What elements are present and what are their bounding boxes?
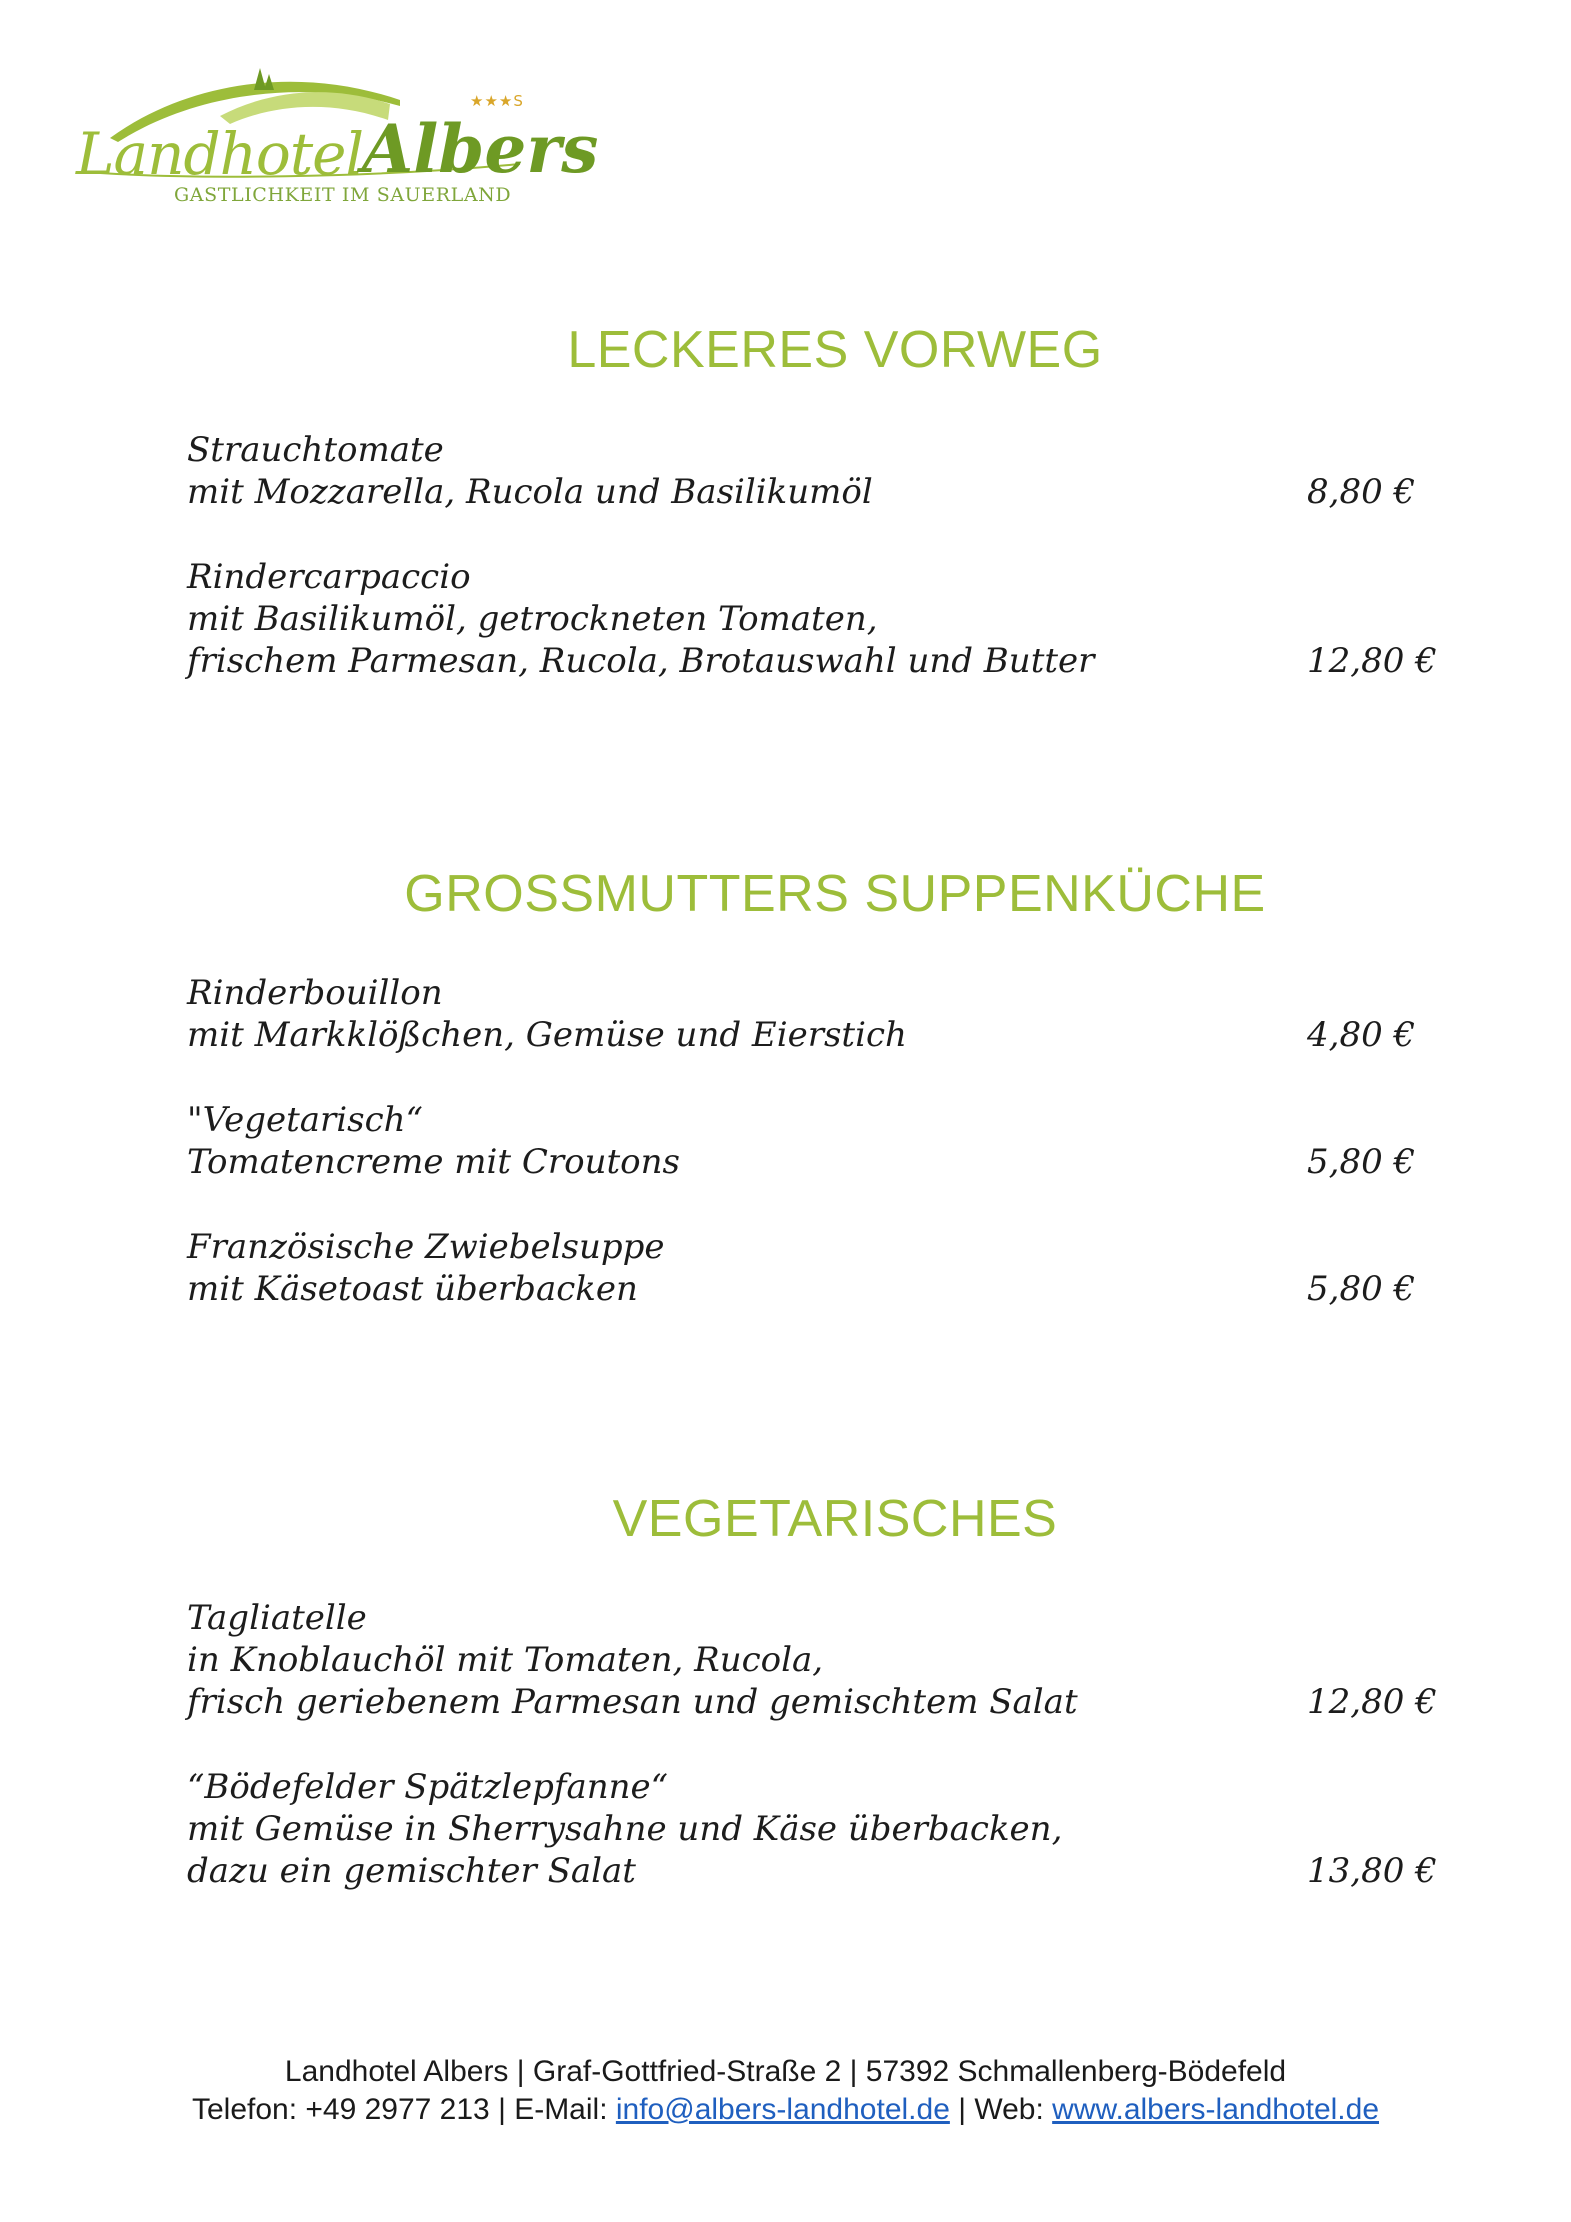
dish-price: 13,80 € — [1307, 1851, 1437, 1891]
footer-contact — [0, 2053, 1571, 2129]
section-title: GROSSMUTTERS SUPPENKÜCHE — [404, 865, 1266, 923]
footer-phone: Telefon: +49 2977 213 | E-Mail: — [191, 2093, 616, 2126]
dish-description: in Knoblauchöl mit Tomaten, Rucola, — [187, 1640, 824, 1680]
logo-script-name: Landhotel — [76, 120, 364, 188]
footer-contact-line — [0, 2091, 1571, 2129]
dish-price: 12,80 € — [1307, 1682, 1437, 1722]
dish-description: frischem Parmesan, Rucola, Brotauswahl und Butter — [187, 641, 1095, 681]
dish-price: 5,80 € — [1307, 1269, 1416, 1309]
email-link[interactable]: info@albers-landhotel.de — [615, 2093, 950, 2126]
footer-web-label: | Web: — [949, 2093, 1053, 2126]
menu-items-starters — [187, 429, 1447, 725]
dish-name: “Bödefelder Spätzlepfanne“ — [187, 1767, 669, 1807]
logo-tagline: GASTLICHKEIT IM SAUERLAND — [174, 184, 512, 206]
dish-description: mit Basilikumöl, getrockneten Tomaten, — [187, 599, 878, 639]
menu-item — [187, 429, 1447, 513]
dish-price: 5,80 € — [1307, 1142, 1416, 1182]
menu-section-vegetarian — [0, 1487, 1571, 1551]
dish-name: "Vegetarisch“ — [187, 1100, 423, 1140]
dish-name: Tagliatelle — [187, 1598, 367, 1638]
menu-section-soups — [0, 862, 1571, 926]
menu-item — [187, 1597, 1447, 1723]
menu-items-vegetarian — [187, 1597, 1447, 1935]
menu-section-starters — [0, 318, 1571, 382]
logo-stars: ★★★S — [470, 92, 524, 110]
menu-item — [187, 1766, 1447, 1892]
section-title: LECKERES VORWEG — [567, 321, 1103, 379]
dish-price: 12,80 € — [1307, 641, 1437, 681]
menu-item — [187, 1226, 1447, 1310]
website-link[interactable]: www.albers-landhotel.de — [1052, 2093, 1380, 2126]
dish-description: mit Markklößchen, Gemüse und Eierstich — [187, 1015, 907, 1055]
dish-name: Strauchtomate — [187, 430, 444, 470]
hotel-logo — [70, 60, 599, 210]
dish-description: dazu ein gemischter Salat — [187, 1851, 636, 1891]
menu-items-soups — [187, 972, 1447, 1353]
dish-description: Tomatencreme mit Croutons — [187, 1142, 680, 1182]
footer-address: Landhotel Albers | Graf-Gottfried-Straße 2 | 57392 Schmallenberg-Bödefeld — [284, 2055, 1287, 2088]
menu-item — [187, 972, 1447, 1056]
dish-description: mit Käsetoast überbacken — [187, 1269, 638, 1309]
dish-description: mit Mozzarella, Rucola und Basilikumöl — [187, 472, 873, 512]
dish-description: mit Gemüse in Sherrysahne und Käse überbacken, — [187, 1809, 1063, 1849]
dish-description: frisch geriebenem Parmesan und gemischtem Salat — [187, 1682, 1078, 1722]
dish-name: Rindercarpaccio — [187, 557, 471, 597]
menu-item — [187, 556, 1447, 682]
dish-price: 4,80 € — [1307, 1015, 1416, 1055]
menu-item — [187, 1099, 1447, 1183]
dish-name: Rinderbouillon — [187, 973, 443, 1013]
logo-brand-name: Albers — [362, 110, 599, 188]
dish-price: 8,80 € — [1307, 472, 1416, 512]
section-title: VEGETARISCHES — [612, 1490, 1058, 1548]
dish-name: Französische Zwiebelsuppe — [187, 1227, 665, 1267]
